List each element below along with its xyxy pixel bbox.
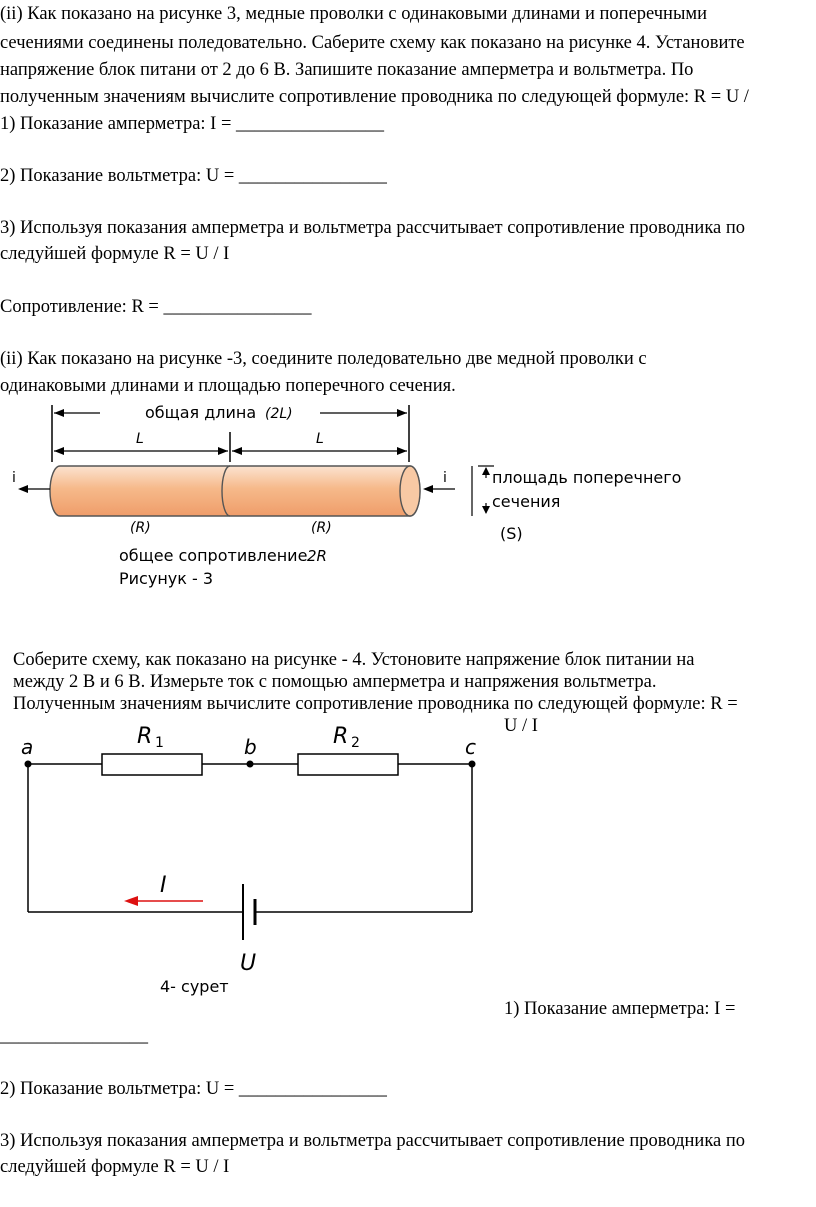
instruction-line: полученным значениям вычислите сопротивление проводника по следующей формуле: R = U / [0, 87, 749, 107]
current-label: I [160, 873, 167, 898]
instruction-line: одинаковыми длинами и площадью поперечного сечения. [0, 376, 456, 396]
copper-wire [50, 466, 420, 516]
instruction-line: (ii) Как показано на рисунке 3, медные проволки с одинаковыми длинами и поперечными [0, 4, 707, 24]
cross-section-label: площадь поперечнего [492, 468, 682, 487]
voltmeter-reading-field: 2) Показание вольтметра: U = ________________ [0, 166, 387, 186]
calc-instruction-line: следуйшей формуле R = U / I [0, 1157, 230, 1177]
r1-subscript: 1 [155, 735, 164, 751]
current-label: i [443, 470, 447, 486]
instruction-line: сечениями соединены поледовательно. Саберите схему как показано на рисунке 4. Установите [0, 33, 745, 53]
node-c-dot [469, 761, 476, 768]
cross-section-symbol: (S) [500, 524, 523, 543]
instruction-line: Полученным значениям вычислите сопротивление проводника по следующей формуле: R = [13, 694, 738, 714]
ammeter-reading-field: 1) Показание амперметра: I = [504, 999, 736, 1019]
cross-section-label: сечения [492, 492, 561, 511]
r2-label: R [333, 724, 349, 749]
total-resistance-symbol: 2R [307, 547, 327, 565]
instruction-line: между 2 В и 6 В. Измерьте ток с помощью амперметра и напряжения вольтметра. [13, 672, 657, 692]
calc-instruction-line: 3) Используя показания амперметра и вольтметра рассчитывает сопротивление проводника по [0, 218, 746, 238]
calc-instruction-line: следуйшей формуле R = U / I [0, 244, 230, 264]
total-length-symbol: (2L) [265, 406, 293, 422]
current-label: i [12, 470, 16, 486]
r2-subscript: 2 [351, 735, 360, 751]
segment-length-label: L [316, 431, 324, 447]
voltmeter-reading-field: 2) Показание вольтметра: U = ________________ [0, 1079, 387, 1099]
figure-4-circuit-diagram [0, 718, 520, 998]
node-a-dot [25, 761, 32, 768]
formula-end: U / I [504, 716, 538, 736]
figure-3-wire-diagram [0, 398, 816, 596]
node-c-label: c [465, 735, 476, 759]
figure-4-caption: 4- сурет [160, 977, 229, 996]
total-length-label: общая длина [145, 403, 257, 422]
segment-length-label: L [136, 431, 144, 447]
calc-instruction-line: 3) Используя показания амперметра и вольтметра рассчитывает сопротивление проводника по [0, 1131, 746, 1151]
r1-label: R [137, 724, 153, 749]
ammeter-reading-field: 1) Показание амперметра: I = ________________ [0, 114, 385, 134]
instruction-line: (ii) Как показано на рисунке -3, соедините поледовательно две медной проволки с [0, 349, 647, 369]
node-b-label: b [244, 735, 257, 759]
figure-3-caption: Рисунук - 3 [119, 569, 214, 588]
resistor-r1 [102, 754, 202, 775]
resistor-label: (R) [130, 520, 151, 536]
node-a-label: a [21, 735, 34, 759]
instruction-line: Соберите схему, как показано на рисунке - 4. Устоновите напряжение блок питании на [13, 650, 695, 670]
resistor-r2 [298, 754, 398, 775]
ammeter-blank: ________________ [0, 1026, 148, 1046]
total-resistance-label: общее сопротивление [119, 546, 308, 565]
resistance-field: Сопротивление: R = ________________ [0, 297, 312, 317]
resistor-label: (R) [311, 520, 332, 536]
node-b-dot [247, 761, 254, 768]
voltage-label: U [240, 951, 257, 976]
instruction-line: напряжение блок питани от 2 до 6 В. Запишите показание амперметра и вольтметра. По [0, 60, 694, 80]
